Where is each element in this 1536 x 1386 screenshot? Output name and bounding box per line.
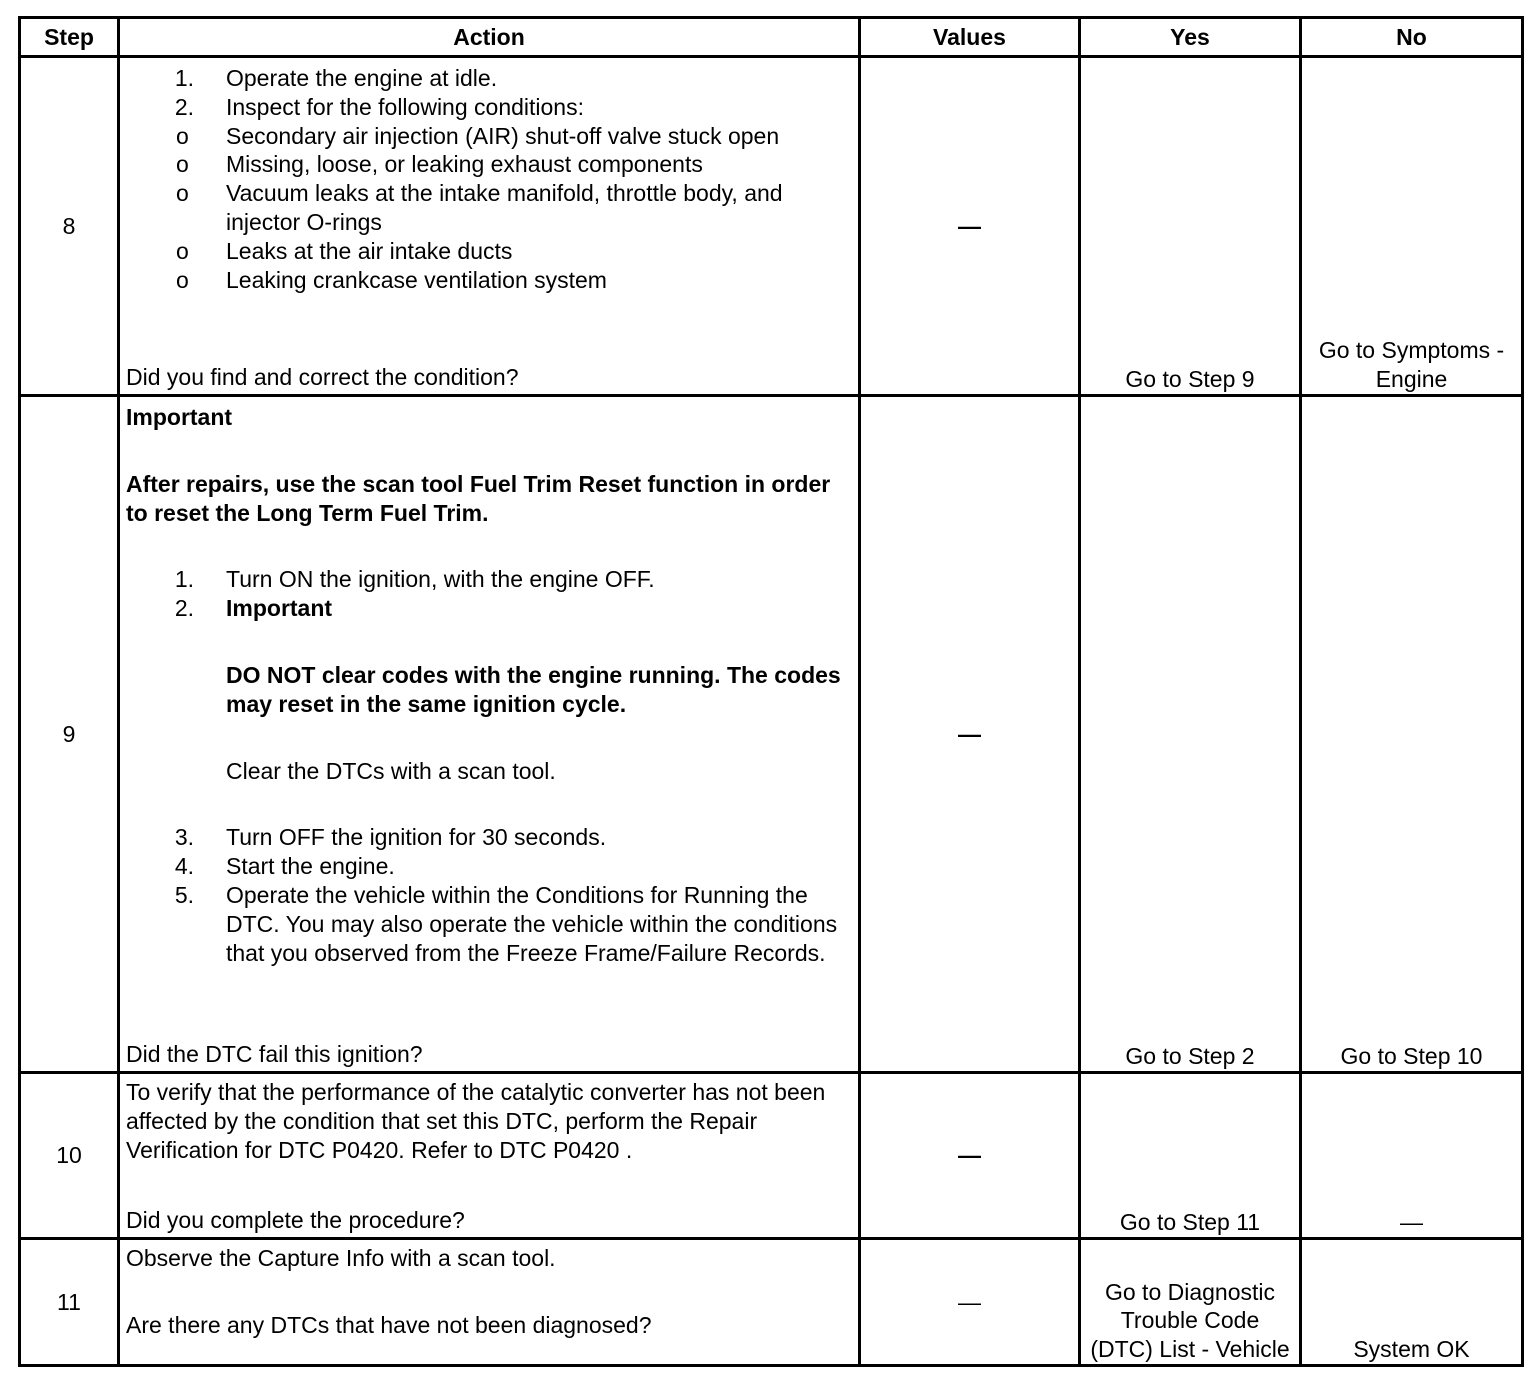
values-cell	[860, 396, 1080, 1073]
values-dash: —	[958, 212, 981, 239]
action-cell	[119, 57, 860, 396]
procedure-steps	[126, 64, 852, 122]
condition-list	[126, 122, 852, 295]
condition-item: o Missing, loose, or leaking exhaust components	[176, 151, 703, 178]
yes-cell[interactable]: Go to Step 2	[1080, 396, 1301, 1073]
procedure-step: 2. Important DO NOT clear codes with the engine running. The codes may reset in the same ignition cycle. Clear the DTCs with a scan tool.	[126, 594, 852, 823]
procedure-step: 4. Start the engine.	[174, 853, 395, 880]
important-label: Important	[126, 404, 233, 430]
procedure-step: 1. Turn ON the ignition, with the engine OFF.	[174, 566, 655, 593]
procedure-steps	[126, 565, 852, 967]
values-dash: —	[958, 1142, 981, 1169]
action-text: Observe the Capture Info with a scan tool.	[126, 1245, 556, 1271]
header-row	[20, 18, 1523, 57]
procedure-step: 2. Inspect for the following conditions:	[174, 93, 584, 120]
action-cell	[119, 1073, 860, 1239]
table-row-step-8	[20, 57, 1523, 396]
header-yes: Yes	[1080, 18, 1301, 57]
no-cell: —	[1301, 1073, 1523, 1239]
header-action: Action	[119, 18, 860, 57]
header-values: Values	[860, 18, 1080, 57]
condition-item: o Vacuum leaks at the intake manifold, throttle body, and injector O-rings	[176, 180, 783, 235]
step-number: 10	[20, 1073, 119, 1239]
values-cell	[860, 57, 1080, 396]
step-number: 11	[20, 1239, 119, 1366]
procedure-step: 1. Operate the engine at idle.	[174, 65, 498, 91]
action-question: Did the DTC fail this ignition?	[126, 1041, 423, 1068]
no-cell[interactable]: Go to Step 10	[1301, 396, 1523, 1073]
header-no: No	[1301, 18, 1523, 57]
step-text: Clear the DTCs with a scan tool.	[226, 757, 556, 784]
action-question: Did you find and correct the condition?	[126, 364, 519, 391]
condition-item: o Secondary air injection (AIR) shut-off valve stuck open	[176, 122, 780, 149]
condition-item: o Leaks at the air intake ducts	[176, 237, 513, 264]
action-question: Are there any DTCs that have not been diagnosed?	[126, 1311, 652, 1338]
action-cell	[119, 1239, 860, 1366]
action-text: To verify that the performance of the catalytic converter has not been affected by the condition that set this DTC, perform the Repair Verification for DTC P0420. Refer to DTC P0420 .	[126, 1079, 826, 1163]
action-cell	[119, 396, 860, 1073]
no-cell: System OK	[1301, 1239, 1523, 1366]
values-dash: —	[958, 720, 981, 747]
table-row-step-9	[20, 396, 1523, 1073]
yes-cell[interactable]: Go to Step 11	[1080, 1073, 1301, 1239]
yes-cell[interactable]: Go to Step 9	[1080, 57, 1301, 396]
values-cell	[860, 1239, 1080, 1366]
procedure-step: 3. Turn OFF the ignition for 30 seconds.	[174, 824, 607, 851]
table-row-step-10	[20, 1073, 1523, 1239]
values-dash: —	[958, 1288, 981, 1315]
step-number: 8	[20, 57, 119, 396]
important-note: After repairs, use the scan tool Fuel Trim Reset function in order to reset the Long Term Fuel Trim.	[126, 470, 831, 526]
no-cell[interactable]: Go to Symptoms - Engine	[1301, 57, 1523, 396]
header-step: Step	[20, 18, 119, 57]
step-number: 9	[20, 396, 119, 1073]
values-cell	[860, 1073, 1080, 1239]
condition-item: o Leaking crankcase ventilation system	[176, 266, 607, 293]
table-row-step-11	[20, 1239, 1523, 1366]
step-important-note: DO NOT clear codes with the engine running. The codes may reset in the same ignition cycle.	[226, 661, 841, 717]
step-important-label: Important	[226, 595, 333, 622]
action-question: Did you complete the procedure?	[126, 1207, 465, 1234]
diagnostic-table	[18, 16, 1524, 1367]
procedure-step: 5. Operate the vehicle within the Conditions for Running the DTC. You may also operate the vehicle within the conditions that you observed from the Freeze Frame/Failure Records.	[174, 881, 838, 966]
yes-cell[interactable]: Go to Diagnostic Trouble Code (DTC) List - Vehicle	[1080, 1239, 1301, 1366]
